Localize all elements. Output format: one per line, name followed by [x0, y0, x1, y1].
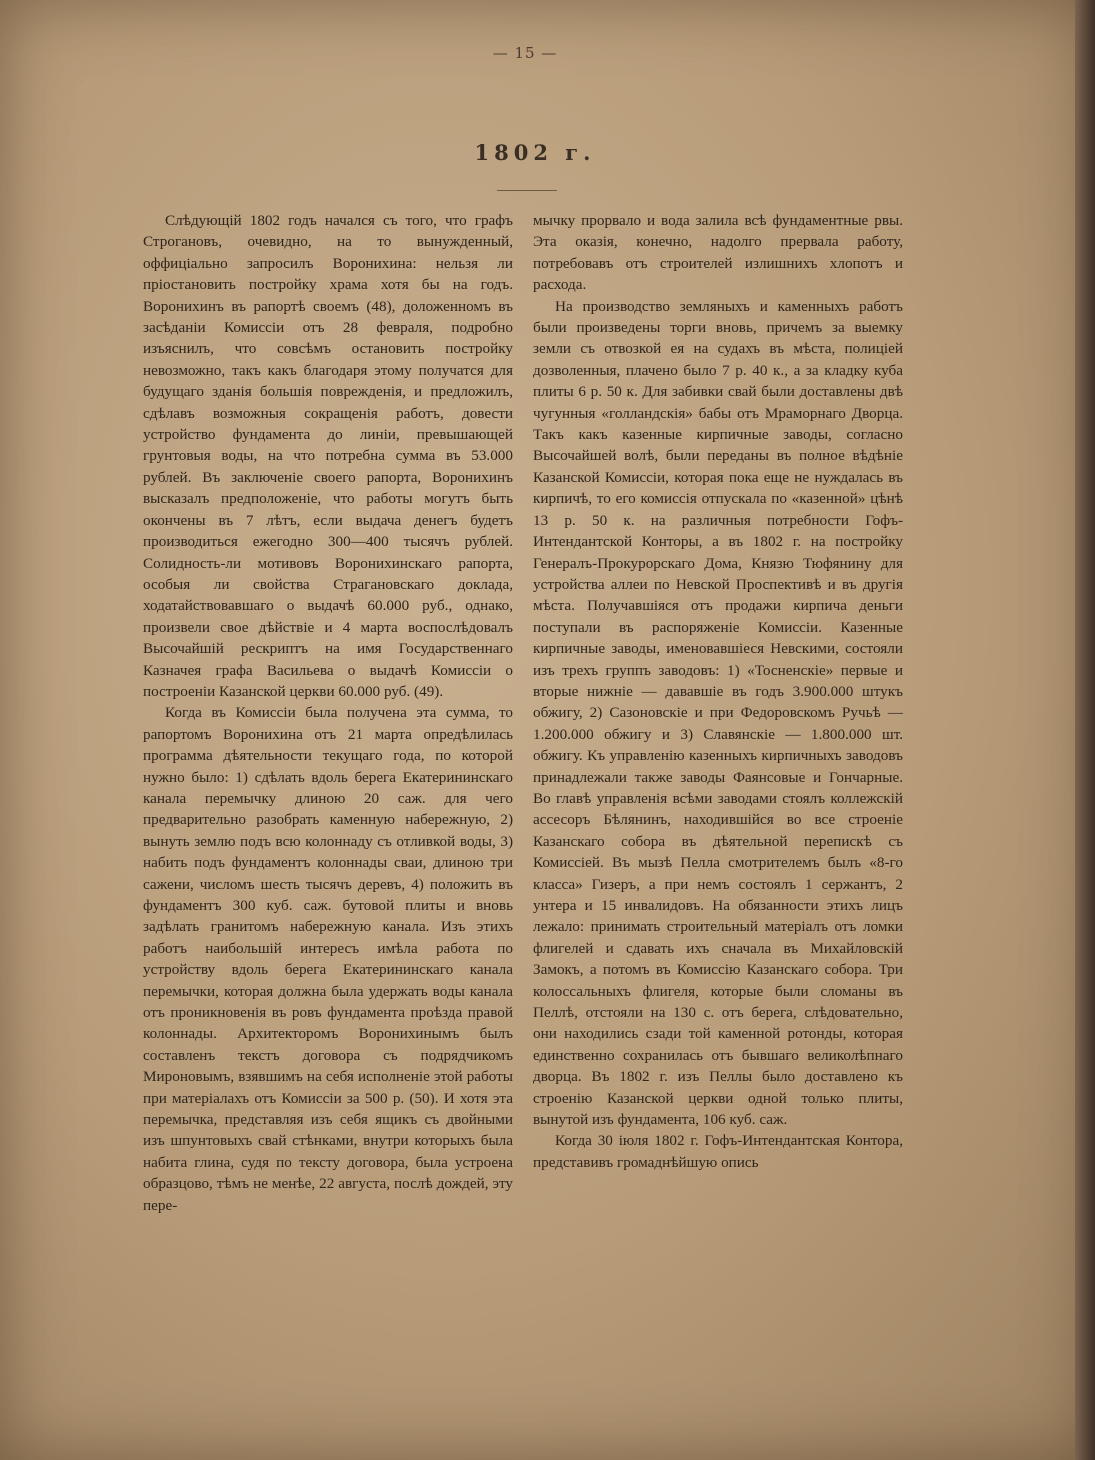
paragraph: Слѣдующій 1802 годъ начался съ того, что графъ Строгановъ, очевидно, на то вынужденный, оффиціально запросилъ Воронихина: нельзя ли пріостановить постройку храма хотя бы на годъ. Воронихинъ въ рапортѣ своемъ (48), доложенномъ въ засѣданіи Комиссіи отъ 28 февраля, подробно изъяснилъ, что совсѣмъ остановить постройку невозможно, такъ какъ благодаря этому получатся для будущаго зданія большія поврежденія, и предложилъ, сдѣлавъ возможныя сокращенія работъ, довести устройство фундамента до линіи, превышающей грунтовыя воды, на что потребна сумма въ 53.000 рублей. Въ заключеніе своего рапорта, Воронихинъ высказалъ предположеніе, что работы могутъ быть окончены въ 7 лѣтъ, если выдача денегъ будетъ производиться ежегодно 300—400 тысячъ рублей. Солидность-ли мотивовъ Воронихинскаго рапорта, особыя ли свойства Страгановскаго доклада, ходатайствовавшаго о выдачѣ 60.000 руб., однако, произвели свое дѣйствіе и 4 марта воспослѣдовалъ Высочайшій рескриптъ на имя Государственнаго Казначея графа Васильева о выдачѣ Комиссіи о построеніи Казанской церкви 60.000 руб. (49).: [143, 212, 513, 700]
heading-divider: [497, 190, 557, 191]
book-spine: [1075, 0, 1095, 1460]
page-number: — 15 —: [492, 44, 558, 62]
paragraph-continuation: мычку прорвало и вода залила всѣ фундаментные рвы. Эта оказія, конечно, надолго прервала работу, потребовавъ отъ строителей излишнихъ хлопотъ и расхода.: [533, 212, 903, 294]
left-text-column: [143, 210, 513, 1216]
paragraph: Когда въ Комиссіи была получена эта сумма, то рапортомъ Воронихина отъ 21 марта опредѣлилась программа дѣятельности текущаго года, по которой нужно было: 1) сдѣлать вдоль берега Екатерининскаго канала перемычку длиною 20 саж. для чего предварительно разобрать каменную набережную, 2) вынуть землю подъ всю колоннаду съ отливкой воды, 3) набить подъ фундаментъ колоннады сваи, длиною три сажени, числомъ шесть тысячъ деревъ, 4) положить въ фундаментъ 300 куб. саж. бутовой плиты и вновь задѣлать гранитомъ набережную канала. Изъ этихъ работъ наибольшій интересъ имѣла работа по устройству вдоль берега Екатерининскаго канала перемычки, которая должна была удержать воды канала отъ проникновенія въ ровъ фундамента проѣзда правой колоннады. Архитекторомъ Воронихинымъ былъ составленъ текстъ договора съ подрядчикомъ Мироновымъ, взявшимъ на себя исполненіе этой работы при матеріалахъ отъ Комиссіи за 500 р. (50). И хотя эта перемычка, представляя изъ себя ящикъ съ двойными изъ шпунтовыхъ свай стѣнками, внутри которыхъ была набита глина, судя по тексту договора, была устроена образцово, тѣмъ не менѣе, 22 августа, послѣ дождей, эту пере-: [143, 704, 513, 1214]
right-text-column: [533, 210, 903, 1173]
paragraph: Когда 30 іюля 1802 г. Гофъ-Интендантская Контора, представивъ громаднѣйшую опись: [533, 1132, 903, 1171]
paragraph: На производство земляныхъ и каменныхъ работъ были произведены торги вновь, причемъ за выемку земли съ отвозкой ея на судахъ въ мѣста, полиціей дозволенныя, плачено было 7 р. 40 к., а за кладку куба плиты 6 р. 50 к. Для забивки свай были доставлены двѣ чугунныя «голландскія» бабы отъ Мраморнаго Дворца. Такъ какъ казенные кирпичные заводы, согласно Высочайшей волѣ, были переданы въ полное вѣдѣніе Казанской Комиссіи, которая пока еще не нуждалась въ кирпичѣ, то его комиссія отпускала по «казенной» цѣнѣ 13 р. 50 к. на различныя потребности Гофъ-Интендантской Конторы, а въ 1802 г. на постройку Генералъ-Прокурорскаго Дома, Князю Тюфянину для устройства аллеи по Невской Проспективѣ и въ другія мѣста. Получавшіяся отъ продажи кирпича деньги поступали въ распоряженіе Комиссіи. Казенные кирпичные заводы, именовавшіеся Невскими, состояли изъ трехъ группъ заводовъ: 1) «Тосненскіе» первые и вторые нижніе — дававшіе въ годъ 3.900.000 штукъ обжигу, 2) Сазоновскіе и при Федоровскомъ Ручьѣ — 1.200.000 обжигу и 3) Славянскіе — 1.800.000 шт. обжигу. Къ управленію казенныхъ кирпичныхъ заводовъ принадлежали также заводы Фаянсовые и Гончарные. Во главѣ управленія всѣми заводами стоялъ коллежскій ассесоръ Бѣлянинъ, находившійся во все строеніе Казанскаго собора въ дѣятельной перепискѣ съ Комиссіей. Въ мызѣ Пелла смотрителемъ былъ «8-го класса» Гизеръ, а при немъ состоялъ 1 сержантъ, 2 унтера и 15 инвалидовъ. На обязанности этихъ лицъ лежало: принимать строительный матеріалъ отъ ломки флигелей и сдавать ихъ сначала въ Михайловскій Замокъ, а потомъ въ Комиссію Казанскаго собора. Три колоссальныхъ флигеля, которые были сломаны въ Пеллѣ, отстояли на 130 с. отъ берега, слѣдовательно, они находились сзади той каменной ротонды, которая единственно сохранилась отъ бывшаго великолѣпнаго дворца. Въ 1802 г. изъ Пеллы было доставлено къ строенію Казанской церкви одной только плиты, вынутой изъ фундамента, 106 куб. саж.: [533, 297, 903, 1129]
section-heading: 1802 г.: [474, 140, 596, 165]
